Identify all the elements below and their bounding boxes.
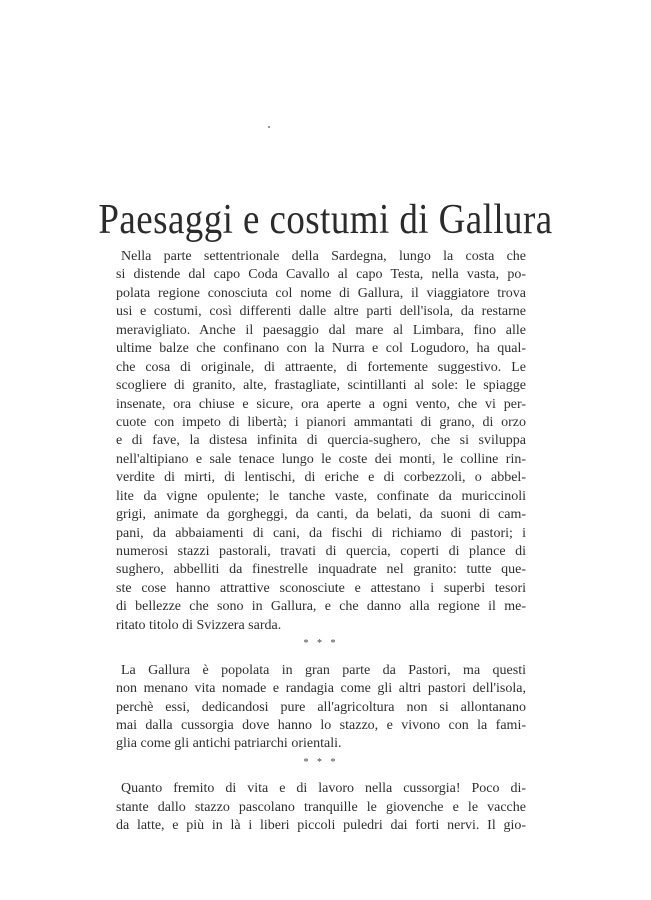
text-line: verdite di mirti, di lentischi, di eriche e di corbezzoli, o abbel- [116, 470, 526, 486]
text-line: Nella parte settentrionale della Sardegna, lungo la costa che [121, 249, 526, 264]
text-line: sughero, abbelliti da finestrelle inquadrate nel granito: tutte que- [116, 562, 526, 578]
text-line: cuote con impeto di libertà; i pianori ammantati di grano, di orzo [116, 414, 526, 430]
text-line: insenate, ora chiuse e sicure, ora aperte a ogni vento, che vi per- [116, 396, 526, 412]
text-line: pani, da abbaiamenti di cani, da fischi di richiamo di pastori; i [116, 525, 526, 541]
text-line: La Gallura è popolata in gran parte da Pastori, ma questi [121, 662, 526, 678]
text-line: e di fave, la distesa infinita di quercia-sughero, che si sviluppa [116, 433, 526, 449]
text-line: si distende dal capo Coda Cavallo al capo Testa, nella vasta, po- [116, 267, 526, 283]
text-line: numerosi stazzi pastorali, travati di quercia, coperti di plance di [116, 544, 526, 559]
paragraph-1 [116, 248, 526, 635]
text-line: glia come gli antichi patriarchi orientali. [116, 736, 342, 752]
text-line: perchè essi, dedicandosi pure all'agricoltura non si allontanano [116, 699, 526, 715]
text-line: nell'altipiano e sale tenace lungo le coste dei monti, le colline rin- [116, 451, 526, 467]
paragraph-3 [116, 780, 526, 835]
text-line: ultime balze che confinano con la Nurra e col Logudoro, ha qual- [116, 341, 526, 357]
text-line: che cosa di originale, di attraente, di fortemente suggestivo. Le [116, 359, 526, 375]
text-line: di bellezze che sono in Gallura, e che danno alla regione il me- [116, 599, 526, 615]
text-line: mai dalla cussorgia dove hanno lo stazzo, e vivono con la fami- [116, 717, 526, 733]
page-title: Paesaggi e costumi di Gallura [98, 197, 553, 244]
section-separator: * * * [303, 638, 339, 650]
text-line: ste cose hanno attrattive sconosciute e attestano i superbi tesori [116, 580, 526, 596]
print-speck [268, 126, 270, 128]
text-line: Quanto fremito di vita e di lavoro nella cussorgia! Poco di- [121, 781, 526, 797]
section-separator: * * * [303, 756, 339, 768]
text-line: polata regione conosciuta col nome di Gallura, il viaggiatore trova [116, 285, 526, 301]
text-line: da latte, e più in là i liberi piccoli puledri dai forti nervi. Il gio- [116, 818, 526, 834]
text-line: non menano vita nomade e randagia come gli altri pastori dell'isola, [116, 681, 526, 697]
body-text [116, 248, 526, 836]
text-line: lite da vigne opulente; le tanche vaste, confinate da muriccinoli [116, 488, 526, 504]
text-line: meravigliato. Anche il paesaggio dal mare al Limbara, fino alle [116, 322, 526, 338]
text-line: grigi, animate da gorgheggi, da canti, da belati, da suoni di cam- [116, 507, 526, 523]
paragraph-2 [116, 662, 526, 754]
text-line: scogliere di granito, alte, frastagliate, scintillanti al sole: le spiagge [116, 378, 526, 394]
text-line: usi e costumi, così differenti dalle altre parti dell'isola, da restarne [116, 304, 526, 320]
text-line: ritato titolo di Svizzera sarda. [116, 617, 282, 633]
text-line: stante dallo stazzo pascolano tranquille le giovenche e le vacche [116, 799, 526, 815]
